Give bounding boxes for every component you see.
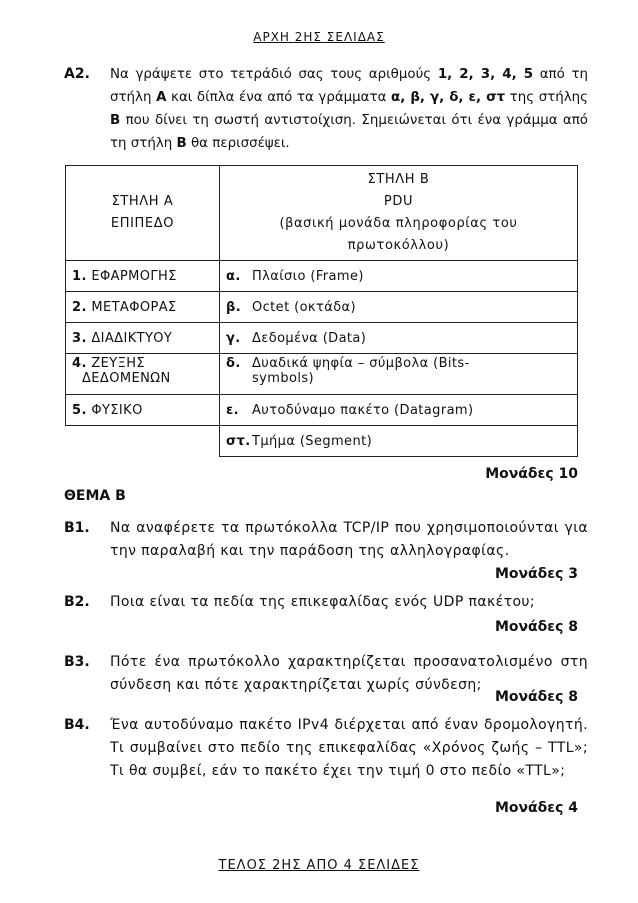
- question-b3-text: Πότε ένα πρωτόκολλο χαρακτηρίζεται προσανατολισμένο στη σύνδεση και πότε χαρακτηρίζεται χωρίς σύνδεση;: [110, 654, 588, 693]
- question-b2-text: Ποια είναι τα πεδία της επικεφαλίδας ενός UDP πακέτου;: [110, 594, 536, 610]
- page-header: ΑΡΧΗ 2ΗΣ ΣΕΛΙΔΑΣ: [253, 30, 385, 44]
- marks-b4: Μονάδες 4: [494, 800, 578, 816]
- question-b4-text: Ένα αυτοδύναμο πακέτο IPv4 διέρχεται από έναν δρομολογητή. Τι συμβαίνει στο πεδίο της επικεφαλίδας «Χρόνος ζωής – TTL»; Τι θα συμβεί, εάν το πακέτο έχει την τιμή 0 στο πεδίο «TTL»;: [110, 717, 588, 779]
- table-row: 3. ΔΙΑΔΙΚΤΥΟΥ γ. Δεδομένα (Data): [66, 323, 578, 354]
- question-b1-text: Να αναφέρετε τα πρωτόκολλα TCP/IP που χρησιμοποιούνται για την παραλαβή και την παράδοση της αλληλογραφίας.: [110, 520, 588, 559]
- table-row: 4. ΖΕΥΞΗΣ ΔΕΔΟΜΕΝΩΝ δ. Δυαδικά ψηφία – σύμβολα (Bits- symbols): [66, 354, 578, 395]
- table-row: 2. ΜΕΤΑΦΟΡΑΣ β. Octet (οκτάδα): [66, 292, 578, 323]
- question-b1-number: Β1.: [64, 520, 90, 536]
- table-row: 1. ΕΦΑΡΜΟΓΗΣ α. Πλαίσιο (Frame): [66, 261, 578, 292]
- table-row: στ.Τμήμα (Segment): [66, 426, 578, 457]
- marks-a2: Μονάδες 10: [485, 466, 578, 482]
- question-b2-number: Β2.: [64, 594, 90, 610]
- table-header-row: [66, 166, 578, 261]
- marks-b1: Μονάδες 3: [494, 566, 578, 582]
- marks-b2: Μονάδες 8: [494, 619, 578, 635]
- question-b4-number: Β4.: [64, 717, 90, 733]
- question-b3-number: Β3.: [64, 654, 90, 670]
- section-title: ΘΕΜΑ Β: [64, 488, 126, 504]
- question-a2-number: Α2.: [64, 66, 90, 82]
- column-a-header: ΣΤΗΛΗ Α ΕΠΙΠΕΔΟ: [66, 166, 220, 261]
- page-footer: ΤΕΛΟΣ 2ΗΣ ΑΠΟ 4 ΣΕΛΙΔΕΣ: [218, 858, 420, 873]
- table-row: 5. ΦΥΣΙΚΟ ε. Αυτοδύναμο πακέτο (Datagram): [66, 395, 578, 426]
- question-a2-text: Να γράψετε στο τετράδιό σας τους αριθμούς 1, 2, 3, 4, 5 από τη στήλη Α και δίπλα ένα από τα γράμματα α, β, γ, δ, ε, στ της στήλης Β που δίνει τη σωστή αντιστοίχιση. Σημειώνεται ότι ένα γράμμα από τη στήλη Β θα περισσέψει.: [110, 67, 588, 151]
- column-b-header: ΣΤΗΛΗ Β PDU (βασική μονάδα πληροφορίας του πρωτοκόλλου): [220, 166, 578, 261]
- matching-table: [65, 165, 578, 457]
- marks-b3: Μονάδες 8: [494, 689, 578, 705]
